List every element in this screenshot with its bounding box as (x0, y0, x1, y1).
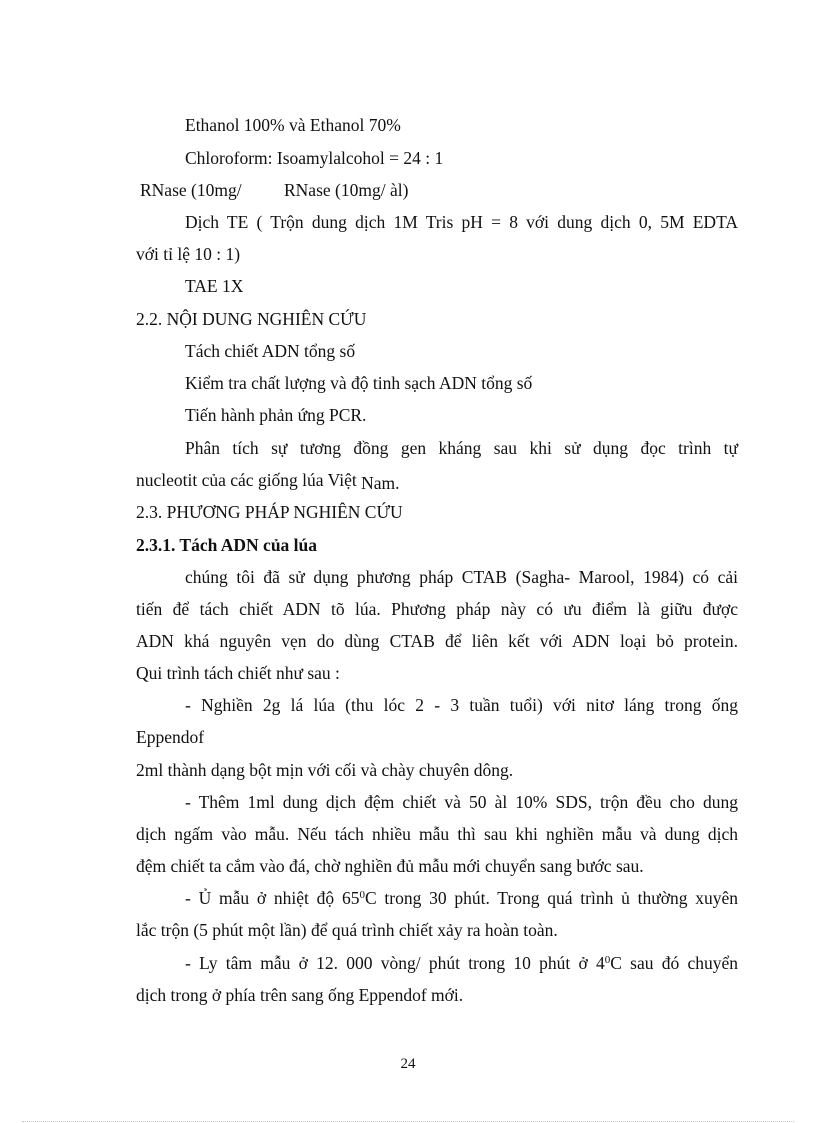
paragraph-line-3: ADN khá nguyên vẹn do dùng CTAB để liên kết với ADN loại bỏ protein. (136, 631, 738, 651)
step-3-text-a: - Ủ mẫu ở nhiệt độ 65 (185, 888, 360, 908)
step-3-line-2: lắc trộn (5 phút một lần) để quá trình chiết xảy ra hoàn toàn. (136, 920, 558, 940)
step-2-line-1: - Thêm 1ml dung dịch đệm chiết và 50 àl 10% SDS, trộn đều cho dung (185, 792, 738, 812)
subsection-heading-2-3-1: 2.3.1. Tách ADN của lúa (136, 535, 318, 555)
step-3-line-1 (185, 888, 738, 908)
content-item-1: Tách chiết ADN tổng số (185, 341, 356, 361)
step-2-line-3: đệm chiết ta cắm vào đá, chờ nghiền đủ mẫu mới chuyển sang bước sau. (136, 856, 644, 876)
content-item-3: Tiến hành phản ứng PCR. (185, 405, 367, 425)
step-1-line-2: Eppendof (136, 727, 205, 747)
content-item-2: Kiểm tra chất lượng và độ tinh sạch ADN tổng số (185, 373, 533, 393)
degree-sup: 0 (604, 954, 611, 966)
content-item-4-end: Nam. (361, 473, 400, 493)
step-4-line-1 (185, 953, 738, 973)
step-3-text-b: C trong 30 phút. Trong quá trình ủ thường xuyên (364, 888, 738, 908)
section-heading-2-3: 2.3. PHƯƠNG PHÁP NGHIÊN CỨU (136, 502, 403, 522)
step-4-text-b: C sau đó chuyển (610, 953, 738, 973)
content-item-4: Phân tích sự tương đồng gen kháng sau khi sử dụng đọc trình tự (185, 438, 738, 458)
reagent-te-line1: Dịch TE ( Trộn dung dịch 1M Tris pH = 8 với dung dịch 0, 5M EDTA (185, 212, 738, 232)
paragraph-line-1: chúng tôi đã sử dụng phương pháp CTAB (Sagha- Marool, 1984) có cải (185, 567, 738, 587)
paragraph-line-4: Qui trình tách chiết như sau : (136, 663, 340, 683)
step-4-text-a: - Ly tâm mẫu ở 12. 000 vòng/ phút trong 10 phút ở 4 (185, 953, 605, 973)
reagent-rnase-b: RNase (10mg/ àl) (284, 180, 409, 200)
reagent-chloroform: Chloroform: Isoamylalcohol = 24 : 1 (185, 148, 444, 168)
paragraph-line-2: tiến để tách chiết ADN tõ lúa. Phương pháp này có ưu điểm là giữu được (136, 599, 738, 619)
content-item-4-text: nucleotit của các giống lúa Việt (136, 470, 357, 490)
section-heading-2-2: 2.2. NỘI DUNG NGHIÊN CỨU (136, 309, 367, 329)
step-1-line-1: - Nghiền 2g lá lúa (thu lóc 2 - 3 tuần tuổi) với nitơ láng trong ống (185, 695, 738, 715)
reagent-rnase-a: RNase (10mg/ (140, 180, 242, 200)
degree-sup: 0 (359, 889, 365, 901)
content-item-4-cont (136, 470, 400, 493)
page-bottom-divider (22, 1121, 794, 1122)
reagent-te-line2: với tỉ lệ 10 : 1) (136, 244, 241, 264)
step-2-line-2: dịch ngấm vào mẫu. Nếu tách nhiều mẫu thì sau khi nghiền mẫu và dung dịch (136, 824, 738, 844)
reagent-tae: TAE 1X (185, 276, 244, 296)
reagent-ethanol: Ethanol 100% và Ethanol 70% (185, 115, 401, 135)
page-number: 24 (400, 1056, 416, 1072)
step-1-line-3: 2ml thành dạng bột mịn với cối và chày chuyên dông. (136, 760, 514, 780)
step-4-line-2: dịch trong ở phía trên sang ống Eppendof mới. (136, 985, 464, 1005)
